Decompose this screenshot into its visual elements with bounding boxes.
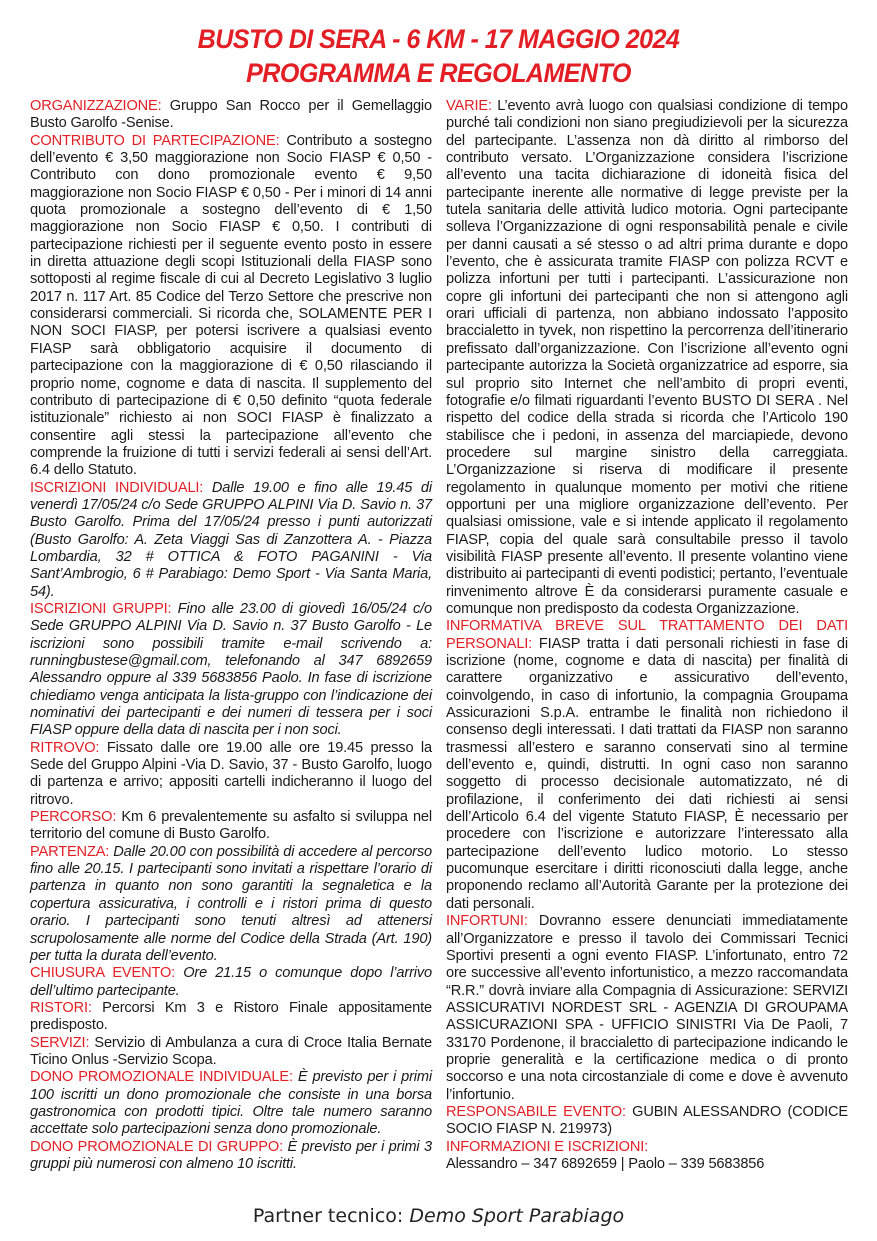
section-text: Fissato dalle ore 19.00 alle ore 19.45 presso la Sede del Gruppo Alpini -Via D. Savio, 37 - Busto Garolfo, luogo di partenza e arrivo; appositi cartelli indicheranno il luogo del ritrovo.	[30, 739, 432, 808]
section-label: INFORMAZIONI E ISCRIZIONI:	[446, 1138, 649, 1155]
section-dono-gruppo	[30, 1139, 432, 1174]
section-text: Contributo a sostegno dell’evento € 3,50 maggiorazione non Socio FIASP € 0,50 - Contributo con dono promozionale evento € 9,50 maggiorazione non Socio FIASP € 0,50 - Per i minori di 14 anni quota promozionale a sostegno dell’evento di € 1,50 maggiorazione non Socio FIASP € 0,50. I contributi di partecipazione richiesti per il seguente evento posto in essere in diretta attuazione degli scopi Istituzionali della FIASP sono sottoposti al regime fiscale di cui al Decreto Legislativo 3 luglio 2017 n. 117 Art. 85 Codice del Terzo Settore che prescrive non considerarsi commerciali. Si ricorda che, SOLAMENTE PER I NON SOCI FIASP, per potersi iscrivere a qualsiasi evento FIASP sarà obbligatorio acquisire il documento di partecipazione con la maggiorazione di € 0,50 rilasciando il proprio nome, cognome e data di nascita. Il supplemento del contributo di partecipazione di € 0,50 definito “quota federale istituzionale” richiesto ai non SOCI FIASP è finalizzato a consentire agli stessi la partecipazione all’evento che comprende la fruizione di tutti i servizi federali ai sensi dell’Art. 6.4 dello Statuto.	[30, 132, 432, 479]
title-line-event: BUSTO DI SERA - 6 KM - 17 MAGGIO 2024	[197, 24, 680, 54]
body-columns	[30, 98, 848, 1173]
section-text: Dalle 20.00 con possibilità di accedere al percorso fino alle 20.15. I partecipanti sono invitati a rispettare l’orario di partenza in quanto non sono garantiti la segnaletica e la copertura assicurativa, i controlli e i ristori prima di questo orario. I partecipanti sono tenuti altresì ad attenersi scrupolosamente alle norme del Codice della Strada (Art. 190) per tutta la durata dell’evento.	[30, 843, 432, 964]
section-label: ISCRIZIONI INDIVIDUALI:	[30, 479, 204, 496]
section-varie	[446, 98, 848, 618]
document-title	[0, 22, 877, 90]
section-label: CHIUSURA EVENTO:	[30, 965, 176, 982]
section-text: Dalle 19.00 e fino alle 19.45 di venerdì 17/05/24 c/o Sede GRUPPO ALPINI Via D. Savio n. 37 Busto Garolfo. Prima del 17/05/24 presso i punti autorizzati (Busto Garolfo: A. Zeta Viaggi Sas di Zanzottera A. - Piazza Lombardia, 32 # OTTICA & FOTO PAGANINI - Via Sant’Ambrogio, 6 # Parabiago: Demo Sport - Via Santa Maria, 54).	[30, 479, 432, 600]
section-text: Dovranno essere denunciati immediatamente all’Organizzatore e presso il tavolo dei Commissari Tecnici Sportivi presenti a ogni evento FIASP. L’infortunato, entro 72 ore successive all’evento infortunistico, a mezzo raccomandata “R.R.” dovrà inviare alla Compagnia di Assicurazione: SERVIZI ASSICURATIVI NORDEST SRL - AGENZIA DI GROUPAMA ASSICURAZIONI SPA - UFFICIO SINISTRI Via De Paoli, 7 33170 Pordenone, il braccialetto di partecipazione indicando le proprie generalità e la certificazione medica o di pronto soccorso e una nota circostanziale di come e dove è avvenuto l’infortunio.	[446, 913, 848, 1103]
section-partenza	[30, 844, 432, 965]
section-informazioni-iscrizioni	[446, 1139, 848, 1156]
section-text: Ore 21.15 o comunque dopo l’arrivo dell’ultimo partecipante.	[30, 965, 432, 999]
section-label: RESPONSABILE EVENTO:	[446, 1103, 626, 1120]
section-text: FIASP tratta i dati personali richiesti in fase di iscrizione (nome, cognome e data di nascita) per finalità di carattere organizzativo e assicurativo dell’evento, coinvolgendo, in caso di infortunio, la compagnia Groupama Assicurazioni S.p.A. entrambe le finalità non richiedono il consenso degli interessati. I dati trattati da FIASP non saranno trasmessi all’estero e saranno conservati sino al termine dell’evento e, quindi, distrutti. In ogni caso non saranno soggetto di processo decisionale automatizzato, né di profilazione, il conferimento dei dati richiesti ai sensi dell’Articolo 6.4 del vigente Statuto FIASP, È necessario per procedere con l’iscrizione e autorizzare l’interessato alla partecipazione dell’evento ludico motorio. Lo stesso pucomunque esercitare i diritti riconosciuti dalla legge, anche proponendo reclamo all’Autorità Garante per la protezione dei dati personali.	[446, 635, 848, 912]
section-contributo	[30, 133, 432, 480]
section-label: DONO PROMOZIONALE DI GRUPPO:	[30, 1138, 283, 1155]
right-column	[446, 98, 848, 1173]
section-label: DONO PROMOZIONALE INDIVIDUALE:	[30, 1069, 293, 1086]
partner-label: Partner tecnico:	[252, 1205, 404, 1227]
section-label: ORGANIZZAZIONE:	[30, 98, 162, 114]
section-label: VARIE:	[446, 98, 492, 114]
section-servizi	[30, 1035, 432, 1070]
section-chiusura-evento	[30, 965, 432, 1000]
section-label: CONTRIBUTO DI PARTECIPAZIONE:	[30, 132, 280, 149]
section-ritrovo	[30, 740, 432, 809]
contact-phones	[446, 1156, 848, 1173]
section-text: L’evento avrà luogo con qualsiasi condizione di tempo purché tali condizioni non siano pregiudizievoli per la sicurezza del partecipante. L’assenza non dà diritto al rimborso del contributo versato. L’Organizzazione considera l’iscrizione all’evento una tacita dichiarazione di idoneità fisica del partecipante inerente alle normative di legge previste per la tutela sanitaria delle attività ludico motoria. Ogni partecipante solleva l’Organizzazione di ogni responsabilità penale e civile per danni causati a sé stesso o ad altri prima durante e dopo l’evento, che è assicurata tramite FIASP con polizza RCVT e polizza infortuni per tutti i partecipanti. L’assicurazione non copre gli infortuni dei partecipanti che non si attengono agli orari ufficiali di partenza, non abbiano indossato l’apposito braccialetto in tyvek, non rispettino la percorrenza dell’itinerario prefissato dall’organizzazione. Con l’iscrizione all’evento ogni partecipante autorizza la Società organizzatrice ad esporre, sia sul proprio sito Internet che nell’ambito di propri eventi, fotografie e/o filmati riguardanti l’evento BUSTO DI SERA . Nel rispetto del codice della strada si ricorda che l’Articolo 190 stabilisce che i pedoni, in assenza del marciapiede, devono procedere sul margine sinistro della carreggiata. L’Organizzazione si riserva di modificare il presente regolamento in qualunque momento per motivi che ritiene opportuni per una migliore organizzazione dell’evento. Per qualsiasi omissione, vale e si intende applicato il regolamento FIASP, copia del quale sarà consultabile presso il tavolo visibilità FIASP presente all’evento. Il presente volantino viene distribuito ai partecipanti di eventi podistici; pertanto, l’eventuale rinvenimento altrove È da considerarsi puramente casuale e comunque non predisposto da codesta Organizzazione.	[446, 98, 848, 617]
section-text: GUBIN ALESSANDRO (CODICE SOCIO FIASP N. 219973)	[446, 1103, 849, 1138]
section-label: RISTORI:	[30, 999, 92, 1016]
section-label: PERCORSO:	[30, 809, 117, 826]
section-text: Km 6 prevalentemente su asfalto si sviluppa nel territorio del comune di Busto Garolfo.	[30, 809, 432, 843]
section-ristori	[30, 1000, 432, 1035]
section-text: Gruppo San Rocco per il Gemellaggio Busto Garolfo -Senise.	[30, 98, 432, 132]
section-label: RITROVO:	[30, 739, 100, 756]
section-dono-individuale	[30, 1069, 432, 1138]
section-text: Fino alle 23.00 di giovedì 16/05/24 c/o Sede GRUPPO ALPINI Via D. Savio n. 37 Busto Garolfo - Le iscrizioni sono possibili tramite e-mail scrivendo a: runningbustese@gmail.com, telefonando al 347 6892659 Alessandro oppure al 339 5683856 Paolo. In fase di iscrizione chiediamo venga anticipata la lista-gruppo con l’indicazione dei nominativi dei partecipanti e dei numeri di tessera per i soci FIASP oppure della data di nascita per i non soci.	[30, 600, 433, 739]
section-text: Servizio di Ambulanza a cura di Croce Italia Bernate Ticino Onlus -Servizio Scopa.	[30, 1034, 432, 1068]
partner-footer	[0, 1205, 877, 1227]
title-line-program: PROGRAMMA E REGOLAMENTO	[246, 58, 631, 88]
section-label: PARTENZA:	[30, 843, 110, 860]
section-infortuni	[446, 913, 848, 1104]
section-organizzazione	[30, 98, 432, 133]
section-text: Percorsi Km 3 e Ristoro Finale appositamente predisposto.	[30, 999, 432, 1034]
partner-name: Demo Sport Parabiago	[409, 1205, 625, 1227]
section-responsabile-evento	[446, 1104, 848, 1139]
section-iscrizioni-gruppi	[30, 601, 432, 740]
section-label: INFORMATIVA BREVE SUL TRATTAMENTO DEI DATI PERSONALI:	[446, 618, 848, 652]
left-column	[30, 98, 432, 1173]
section-iscrizioni-individuali	[30, 480, 432, 601]
section-informativa-privacy	[446, 618, 848, 913]
section-label: INFORTUNI:	[446, 913, 528, 930]
section-label: ISCRIZIONI GRUPPI:	[30, 600, 172, 617]
section-text: È previsto per i primi 3 gruppi più numerosi con almeno 10 iscritti.	[30, 1138, 432, 1172]
section-label: SERVIZI:	[30, 1034, 90, 1051]
section-text: Alessandro – 347 6892659 | Paolo – 339 5683856	[446, 1155, 765, 1172]
section-text: È previsto per i primi 100 iscritti un dono promozionale che consiste in una borsa gastronomica con prodotti tipici. Oltre tale numero saranno accettate solo partecipazioni senza dono promozionale.	[30, 1069, 432, 1138]
section-percorso	[30, 809, 432, 844]
